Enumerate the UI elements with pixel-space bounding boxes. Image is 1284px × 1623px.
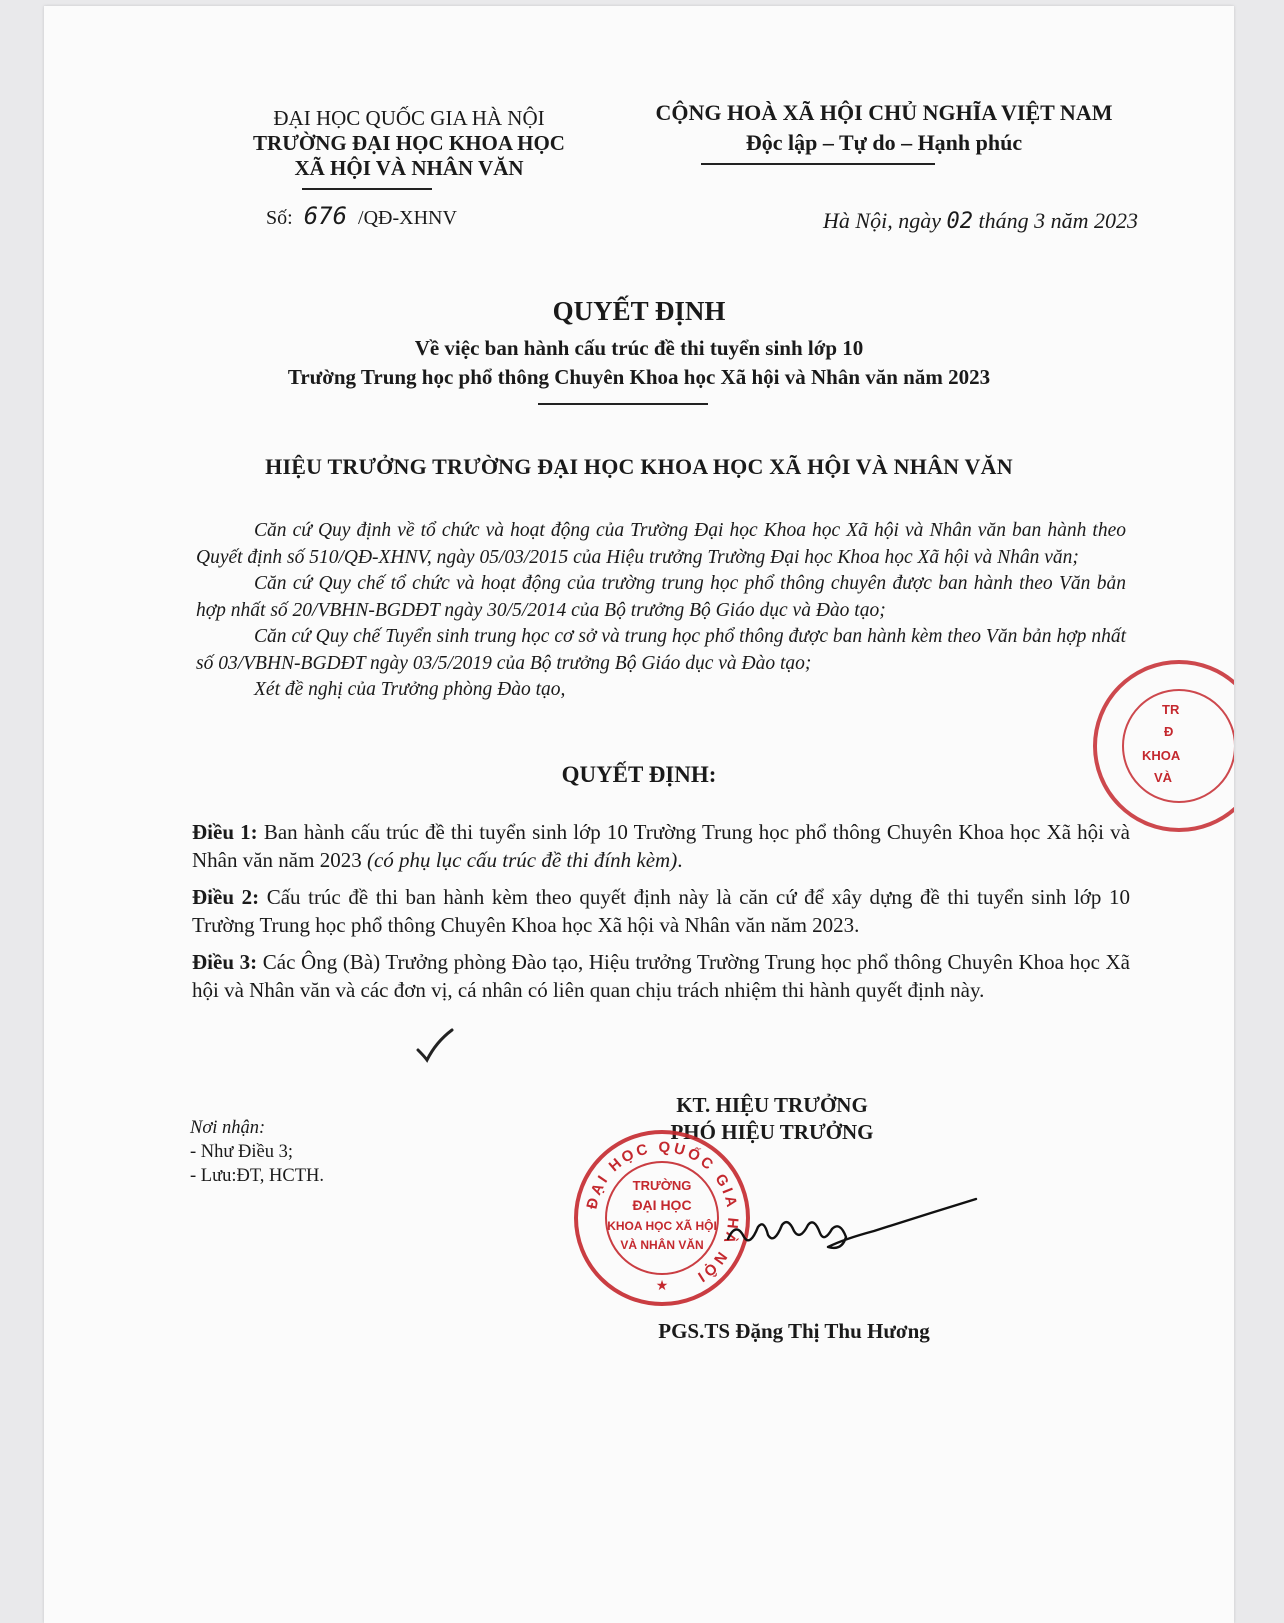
national-heading (604, 98, 1164, 158)
article-end: . (677, 848, 683, 872)
signature-title-1: KT. HIỆU TRƯỞNG (676, 1093, 868, 1117)
university-name: ĐẠI HỌC QUỐC GIA HÀ NỘI (273, 106, 545, 130)
motto-underline (701, 163, 935, 165)
issue-date (744, 208, 1138, 234)
edge-stamp-clip (1084, 656, 1234, 836)
edge-stamp-line: Đ (1164, 724, 1174, 739)
signer-name: PGS.TS Đặng Thị Thu Hương (658, 1319, 930, 1343)
title-underline (538, 403, 708, 405)
article-text: Ban hành cấu trúc đề thi tuyển sinh lớp 10 Trường Trung học phổ thông Chuyên Khoa học Xã hội và Nhân văn năm 2023 (192, 820, 1131, 872)
recipient-item: - Lưu:ĐT, HCTH. (190, 1166, 325, 1186)
subtitle-line2: Trường Trung học phổ thông Chuyên Khoa học Xã hội và Nhân văn năm 2023 (287, 365, 991, 389)
country-name: CỘNG HOÀ XÃ HỘI CHỦ NGHĨA VIỆT NAM (655, 100, 1113, 125)
issuer-block (224, 106, 594, 181)
basis-item: Căn cứ Quy chế Tuyển sinh trung học cơ sở và trung học phổ thông được ban hành kèm theo Văn bản hợp nhất số 03/VBHN-BGDĐT ngày 03/5/2019 của Bộ trưởng Bộ Giáo dục và Đào tạo; (196, 626, 1126, 674)
date-prefix: Hà Nội, ngày (823, 208, 941, 233)
article-1 (192, 818, 1130, 874)
edge-stamp-line: TR (1162, 702, 1180, 717)
subtitle-line1: Về việc ban hành cấu trúc đề thi tuyển sinh lớp 10 (414, 336, 864, 360)
doc-number-suffix: /QĐ-XHNV (358, 207, 457, 229)
handwritten-signature (724, 1191, 984, 1261)
check-mark-icon (414, 1028, 454, 1064)
legal-basis (196, 518, 1126, 704)
date-suffix: tháng 3 năm 2023 (978, 208, 1138, 233)
decision-heading: QUYẾT ĐỊNH: (561, 762, 717, 787)
stamp-line: TRƯỜNG (632, 1178, 692, 1193)
article-text: Cấu trúc đề thi ban hành kèm theo quyết định này là căn cứ để xây dựng đề thi tuyển sinh lớp 10 Trường Trung học phổ thông Chuyên Khoa học Xã hội và Nhân văn năm 2023. (192, 885, 1131, 937)
article-label: Điều 3: (192, 950, 258, 974)
signature-title-2: PHÓ HIỆU TRƯỞNG (670, 1120, 874, 1144)
stamp-line: ĐẠI HỌC (632, 1197, 692, 1213)
school-name-line1: TRƯỜNG ĐẠI HỌC KHOA HỌC (253, 131, 565, 155)
school-name-line2: XÃ HỘI VÀ NHÂN VĂN (294, 156, 524, 180)
doc-number-handwritten: 676 (303, 202, 348, 230)
stamp-line: VÀ NHÂN VĂN (620, 1238, 704, 1252)
recipients-heading: Nơi nhận: (190, 1118, 266, 1138)
document-page (44, 6, 1234, 1623)
date-day-handwritten: 02 (946, 209, 973, 234)
basis-item: Căn cứ Quy định về tổ chức và hoạt động của Trường Đại học Khoa học Xã hội và Nhân văn ban hành theo Quyết định số 510/QĐ-XHNV, ngày 05/03/2015 của Hiệu trưởng Trường Đại học Khoa học Xã hội và Nhân văn; (196, 520, 1126, 568)
issuing-authority: HIỆU TRƯỞNG TRƯỜNG ĐẠI HỌC KHOA HỌC XÃ HỘI VÀ NHÂN VĂN (265, 454, 1013, 479)
stamp-line: KHOA HỌC XÃ HỘI (607, 1219, 717, 1233)
edge-stamp-line: VÀ (1154, 770, 1173, 785)
stamp-star-icon: ★ (655, 1277, 669, 1293)
articles (192, 818, 1130, 1013)
issuer-underline (302, 188, 432, 190)
doc-number-label: Số: (266, 207, 293, 229)
article-label: Điều 2: (192, 885, 260, 909)
basis-item: Căn cứ Quy chế tổ chức và hoạt động của trường trung học phổ thông chuyên được ban hành theo Văn bản hợp nhất số 20/VBHN-BGDĐT ngày 30/5/2014 của Bộ trưởng Bộ Giáo dục và Đào tạo; (196, 573, 1126, 621)
article-2 (192, 883, 1130, 939)
article-text: Các Ông (Bà) Trưởng phòng Đào tạo, Hiệu trưởng Trường Trung học phổ thông Chuyên Khoa học Xã hội và Nhân văn và các đơn vị, cá nhân có liên quan chịu trách nhiệm thi hành quyết định này. (192, 950, 1131, 1002)
edge-stamp-line: KHOA (1142, 748, 1181, 763)
recipient-item: - Như Điều 3; (190, 1142, 294, 1162)
motto: Độc lập – Tự do – Hạnh phúc (745, 130, 1023, 155)
recipients (190, 1116, 324, 1188)
stamp-ring-text: ĐẠI HỌC QUỐC GIA HÀ NỘI (583, 1138, 742, 1287)
edge-stamp (1084, 656, 1234, 836)
document-title: QUYẾT ĐỊNH (552, 296, 726, 326)
edge-stamp-outer-ring (1095, 662, 1234, 830)
article-note: (có phụ lục cấu trúc đề thi đính kèm) (366, 848, 678, 872)
basis-item: Xét đề nghị của Trưởng phòng Đào tạo, (254, 679, 566, 700)
document-number (266, 202, 457, 230)
article-label: Điều 1: (192, 820, 258, 844)
article-3 (192, 948, 1130, 1004)
